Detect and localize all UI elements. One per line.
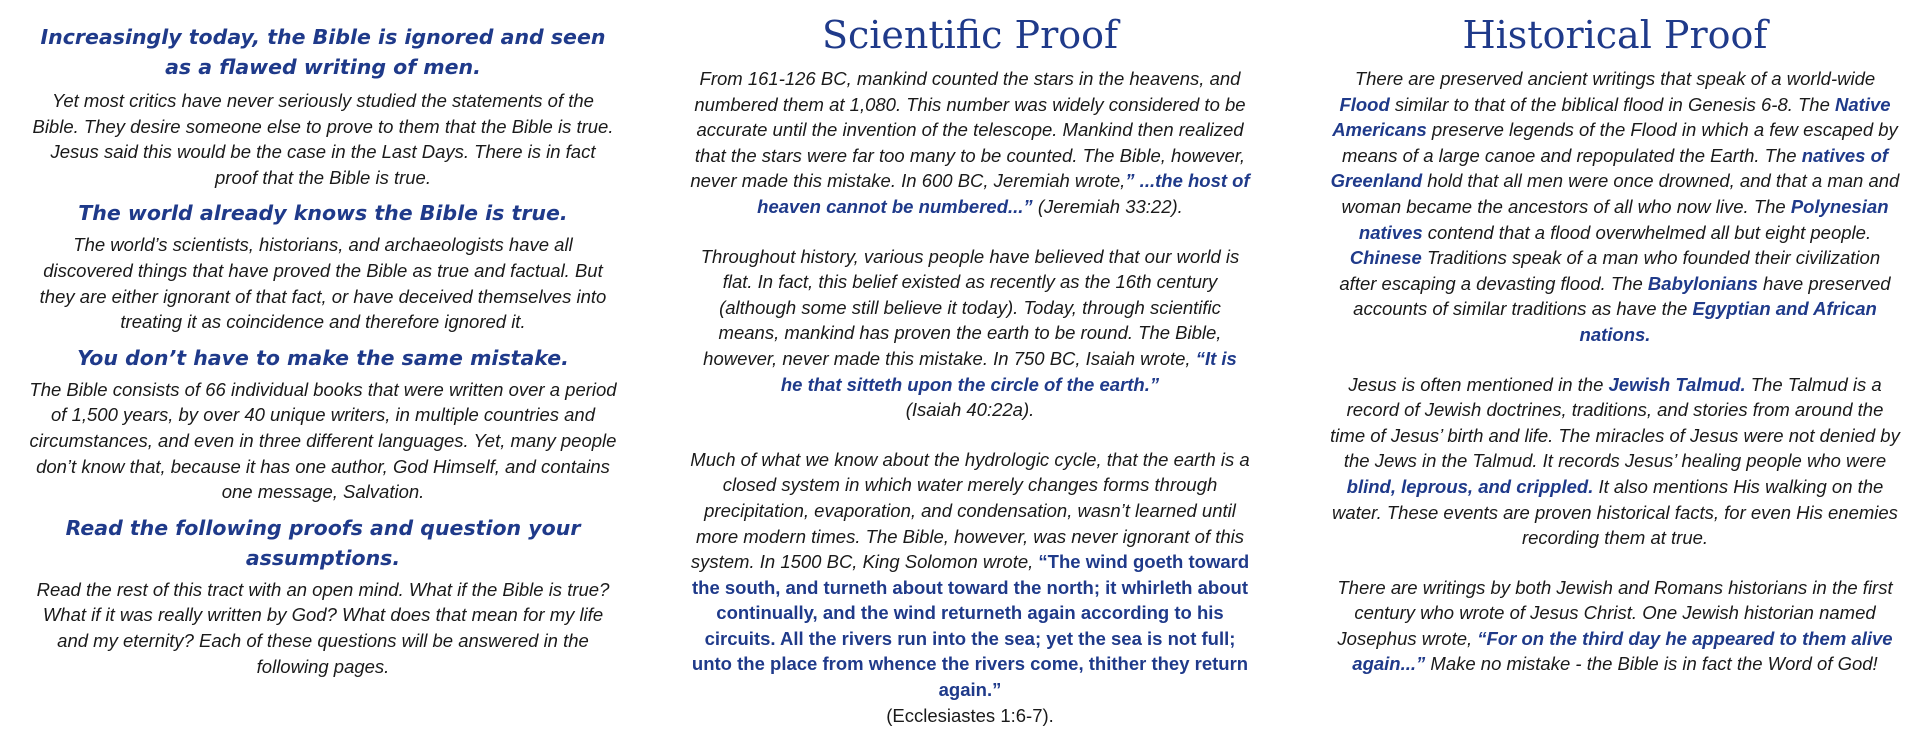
flood-highlight: Babylonians	[1647, 272, 1758, 294]
hydrologic-quote: “The wind goeth toward the south, and turneth about toward the north; it whirleth about continually, and the wind returneth again according to his circuits. All the rivers run into the sea; yet the sea is not full; unto the place from whence the rivers come, thither they return again.”	[691, 551, 1250, 701]
josephus-quote: “For on the third day he appeared to them alive again...”	[1352, 627, 1893, 675]
flood-text: hold that all men were once drowned, and that a man and woman became the ancestors of all who now live. The	[1341, 170, 1900, 217]
flood-highlight: Egyptian and African nations.	[1579, 298, 1877, 345]
flood-paragraph	[1330, 66, 1900, 348]
intro-paragraph-4: Read the rest of this tract with an open mind. What if the Bible is true? What if it was really written by God? What does that mean for my life and my eternity? Each of these questions will be answered in the following pages.	[36, 578, 610, 677]
flood-highlight: Polynesian natives	[1358, 195, 1889, 243]
intro-heading-3: You don’t have to make the same mistake.	[77, 345, 569, 370]
talmud-text: Jesus is often mentioned in the	[1348, 373, 1609, 395]
intro-paragraph-2: The world’s scientists, historians, and archaeologists have all discovered things that have proved the Bible as true and factual. But they are either ignorant of that fact, or have deceived themselves into treating it as coincidence and therefore ignored it.	[39, 234, 607, 333]
round-earth-text: Throughout history, various people have believed that our world is flat. In fact, this belief existed as recently as the 16th century (although some still believe it today). Today, through scientific means, mankind has proven the earth to be round. The Bible, however, never made this mistake. In 750 BC, Isaiah wrote,	[700, 245, 1240, 369]
talmud-text: The Talmud is a record of Jewish doctrines, traditions, and stories from around the time of Jesus’ birth and life. The miracles of Jesus were not denied by the Jews in the Talmud. It records Jesus’ healing people who were	[1330, 373, 1900, 472]
intro-heading-2: The world already knows the Bible is true.	[78, 201, 568, 226]
flood-text: Traditions speak of a man who founded their civilization after escaping a devasting flood. The	[1339, 247, 1881, 294]
talmud-paragraph	[1330, 372, 1900, 551]
flood-text: preserve legends of the Flood in which a few escaped by means of a large canoe and repopulated the Earth. The	[1341, 119, 1898, 166]
scientific-proof-column	[690, 0, 1250, 728]
josephus-text: Make no mistake - the Bible is in fact the Word of God!	[1425, 653, 1878, 675]
historical-proof-column	[1330, 0, 1900, 677]
intro-paragraph-1: Yet most critics have never seriously studied the statements of the Bible. They desire someone else to prove to them that the Bible is true. Jesus said this would be the case in the Last Days. There is in fact proof that the Bible is true.	[32, 90, 614, 188]
josephus-text: There are writings by both Jewish and Romans historians in the first century who wrote of Jesus Christ. One Jewish historian named Josephus wrote,	[1337, 576, 1893, 649]
flood-text: There are preserved ancient writings that speak of a world-wide	[1354, 68, 1876, 89]
talmud-highlight: Jewish Talmud.	[1608, 373, 1746, 395]
hydrologic-paragraph	[690, 447, 1250, 729]
scientific-proof-title: Scientific Proof	[821, 13, 1119, 57]
josephus-paragraph	[1330, 575, 1900, 677]
flood-text: have preserved accounts of similar traditions as have the	[1353, 272, 1891, 320]
historical-proof-title: Historical Proof	[1462, 13, 1768, 57]
flood-text: similar to that of the biblical flood in Genesis 6-8. The	[1389, 93, 1836, 115]
talmud-highlight: blind, leprous, and crippled.	[1346, 475, 1594, 497]
intro-column	[28, 0, 618, 679]
intro-heading-1: Increasingly today, the Bible is ignored and seen as a flawed writing of men.	[40, 25, 606, 79]
intro-heading-4: Read the following proofs and question your assumptions.	[65, 515, 581, 570]
talmud-text: It also mentions His walking on the water. These events are proven historical facts, for even His enemies recording them at true.	[1332, 475, 1898, 549]
flood-highlight: Native Americans	[1332, 93, 1891, 141]
flood-highlight: Chinese	[1349, 247, 1422, 269]
round-earth-quote: “It is he that sitteth upon the circle of the earth.”	[780, 347, 1237, 395]
hydrologic-reference: (Ecclesiastes 1:6-7).	[886, 704, 1054, 726]
stars-paragraph	[690, 66, 1250, 220]
stars-reference: (Jeremiah 33:22).	[1032, 195, 1183, 217]
round-earth-reference: (Isaiah 40:22a).	[905, 399, 1035, 421]
stars-quote: ” ...the host of heaven cannot be numbered...”	[757, 170, 1250, 217]
hydrologic-text: Much of what we know about the hydrologic cycle, that the earth is a closed system in which water merely changes forms through precipitation, evaporation, and condensation, wasn’t learned until more modern times. The Bible, however, was never ignorant of this system. In 1500 BC, King Solomon wrote,	[690, 448, 1250, 573]
flood-highlight: natives of Greenland	[1330, 144, 1889, 192]
flood-highlight: Flood	[1339, 93, 1390, 115]
flood-text: contend that a flood overwhelmed all but eight people.	[1422, 221, 1872, 243]
stars-text: From 161-126 BC, mankind counted the stars in the heavens, and numbered them at 1,080. This number was widely considered to be accurate until the invention of the telescope. Mankind then realized that the stars were far too many to be counted. The Bible, however, never made this mistake. In 600 BC, Jeremiah wrote,	[690, 68, 1246, 192]
round-earth-paragraph	[690, 244, 1250, 423]
intro-paragraph-3: The Bible consists of 66 individual books that were written over a period of 1,500 years, by over 40 unique writers, in multiple countries and circumstances, and even in three different languages. Yet, many people don’t know that, because it has one author, God Himself, and contains one message, Salvation.	[29, 378, 617, 503]
